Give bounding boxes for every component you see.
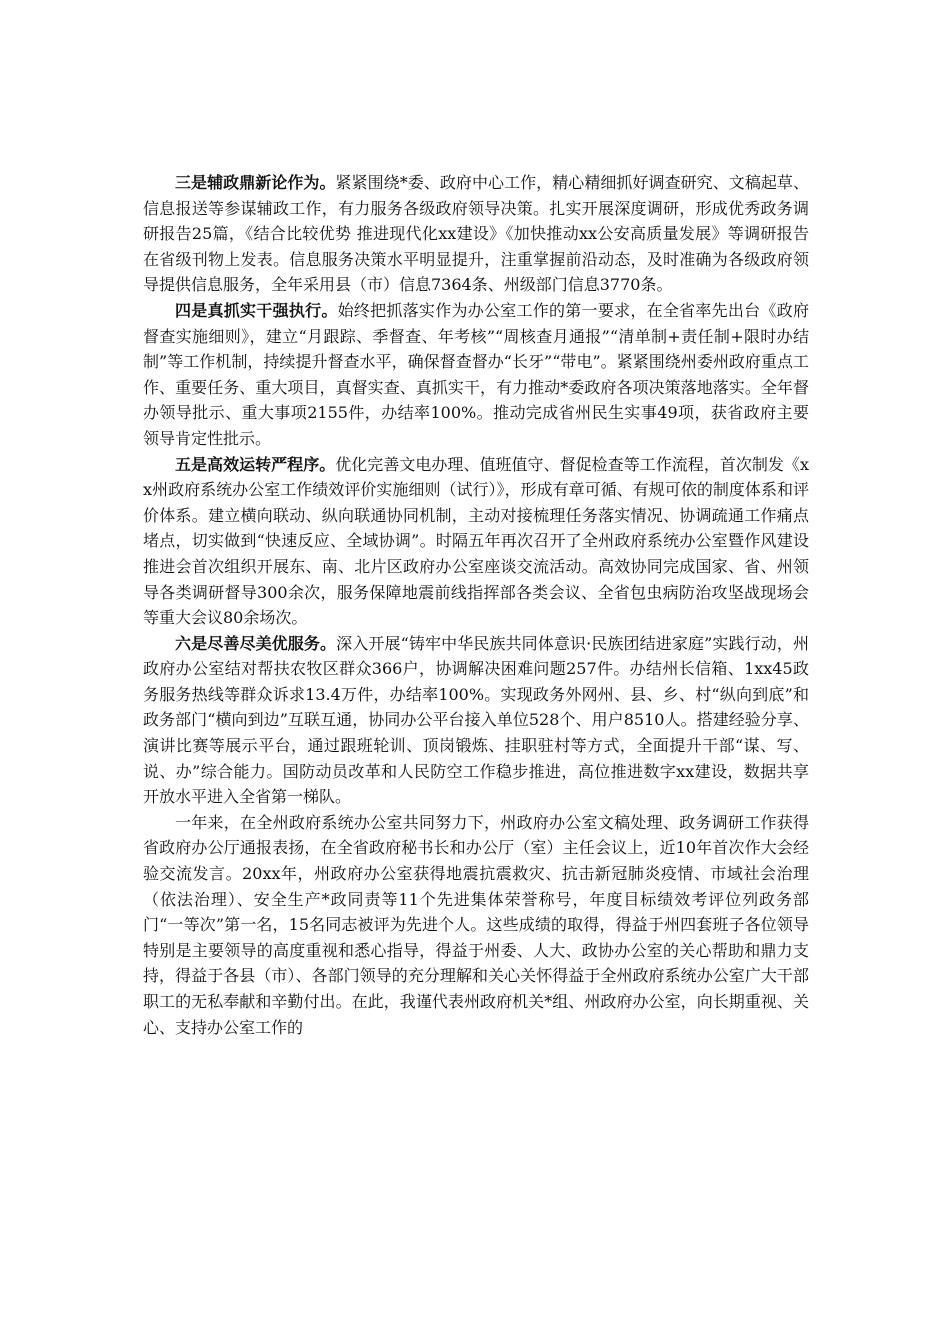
paragraph-text: 优化完善文电办理、值班值守、督促检查等工作流程，首次制发《xx州政府系统办公室工作绩效评价实施细则（试行）》，形成有章可循、有规可依的制度体系和评价体系。建立横向联动、纵向联通协同机制，主动对接梳理任务落实情况、协调疏通工作痛点堵点，切实做到“快速反应、全域协调”。时隔五年再次召开了全州政府系统办公室暨作风建设推进会首次组织开展东、南、北片区政府办公室座谈交流活动。高效协同完成国家、省、州领导各类调研督导300余次，服务保障地震前线指挥部各类会议、全省包虫病防治攻坚战现场会等重大会议80余场次。 [143, 454, 809, 628]
paragraph-heading: 四是真抓实干强执行。 [175, 300, 338, 320]
paragraph-text: 始终把抓落实作为办公室工作的第一要求，在全省率先出台《政府督查实施细则》，建立“月跟踪、季督查、年考核”“周核查月通报”“清单制+责任制+限时办结制”等工作机制，持续提升督查水平，确保督查督办“长牙”“带电”。紧紧围绕州委州政府重点工作、重要任务、重大项目，真督实查、真抓实干，有力推动*委政府各项决策落地落实。全年督办领导批示、重大事项2155件，办结率100%。推动完成省州民生实事49项，获省政府主要领导肯定性批示。 [143, 300, 809, 448]
paragraph-3-fudingxin [143, 170, 809, 298]
paragraph-6-jinshan [143, 631, 809, 810]
paragraph-heading: 六是尽善尽美优服务。 [175, 633, 337, 653]
paragraph-heading: 三是辅政鼎新论作为。 [175, 173, 336, 192]
document-body [143, 170, 809, 1040]
paragraph-summary [143, 810, 809, 1040]
paragraph-text: 一年来，在全州政府系统办公室共同努力下，州政府办公室文稿处理、政务调研工作获得省政府办公厅通报表扬，在全省政府秘书长和办公厅（室）主任会议上，近10年首次作大会经验交流发言。20xx年，州政府办公室获得地震抗震救灾、抗击新冠肺炎疫情、市域社会治理（依法治理）、安全生产*政同责等11个先进集体荣誉称号，年度目标绩效考评位列政务部门“一等次”第一名，15名同志被评为先进个人。这些成绩的取得，得益于州四套班子各位领导特别是主要领导的高度重视和悉心指导，得益于州委、人大、政协办公室的关心帮助和鼎力支持，得益于各县（市）、各部门领导的充分理解和关心关怀得益于全州政府系统办公室广大干部职工的无私奉献和辛勤付出。在此，我谨代表州政府机关*组、州政府办公室，向长期重视、关心、支持办公室工作的 [143, 812, 809, 1037]
paragraph-5-gaoxiao [143, 452, 809, 631]
paragraph-text: 深入开展“铸牢中华民族共同体意识·民族团结进家庭”实践行动，州政府办公室结对帮扶农牧区群众366户，协调解决困难问题257件。办结州长信箱、1xx45政务服务热线等群众诉求13.4万件，办结率100%。实现政务外网州、县、乡、村“纵向到底”和政务部门“横向到边”互联互通，协同办公平台接入单位528个、用户8510人。搭建经验分享、演讲比赛等展示平台，通过跟班轮训、顶岗锻炼、挂职驻村等方式，全面提升干部“谋、写、说、办”综合能力。国防动员改革和人民防空工作稳步推进，高位推进数字xx建设，数据共享开放水平进入全省第一梯队。 [143, 633, 809, 807]
paragraph-heading: 五是高效运转严程序。 [175, 454, 336, 474]
paragraph-4-zhenzhua [143, 298, 809, 452]
paragraph-text: 紧紧围绕*委、政府中心工作，精心精细抓好调查研究、文稿起草、信息报送等参谋辅政工作，有力服务各级政府领导决策。扎实开展深度调研，形成优秀政务调研报告25篇，《结合比较优势 推进现代化xx建设》《加快推动xx公安高质量发展》等调研报告在省级刊物上发表。信息服务决策水平明显提升，注重掌握前沿动态，及时准确为各级政府领导提供信息服务，全年采用县（市）信息7364条、州级部门信息3770条。 [143, 173, 809, 295]
